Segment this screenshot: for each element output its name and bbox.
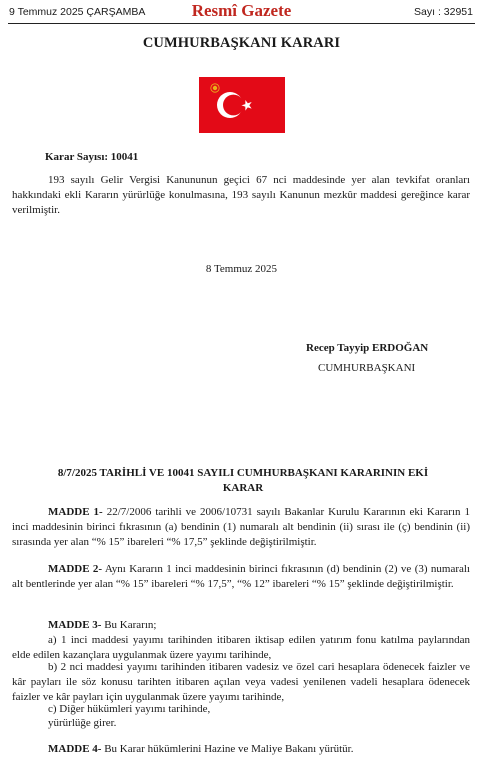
signatory-title: CUMHURBAŞKANI	[318, 362, 416, 374]
article-label: MADDE 3-	[48, 619, 102, 631]
header-divider	[8, 23, 475, 24]
article-label: MADDE 1-	[48, 506, 103, 518]
decision-number: Karar Sayısı: 10041	[45, 151, 139, 163]
article-3-item-c: c) Diğer hükümleri yayımı tarihinde,	[48, 703, 211, 715]
article-4	[12, 742, 470, 757]
article-3	[12, 618, 470, 633]
article-text: Bu Karar hükümlerini Hazine ve Maliye Bakanı yürütür.	[101, 743, 354, 755]
article-3-closing: yürürlüğe girer.	[48, 717, 117, 729]
article-text: Aynı Kararın 1 inci maddesinin birinci fıkrasının (d) bendinin (2) ve (3) numaralı alt bentlerinde yer alan “% 15” ibareleri “% 17,5”, “% 12” ibareleri “% 15” şeklinde değiştirilmiştir.	[12, 563, 470, 591]
issue-number: Sayı : 32951	[414, 6, 473, 18]
issue-date: 9 Temmuz 2025 ÇARŞAMBA	[9, 6, 146, 18]
article-label: MADDE 4-	[48, 743, 102, 755]
turkish-flag-icon	[199, 77, 285, 133]
article-3-item-b: b) 2 nci maddesi yayımı tarihinden itibaren vadesiz ve özel cari hesaplara ödenecek faizler ve kâr payları ile söz konusu tarihten itibaren açılan veya vadesi yenilenen vadeli hesaplara ödenecek faizler ve kâr payları için uygulanmak üzere yayımı tarihinde,	[12, 661, 470, 704]
gazette-name: Resmî Gazete	[191, 1, 292, 20]
annex-title: 8/7/2025 TARİHLİ VE 10041 SAYILI CUMHURBAŞKANI KARARININ EKİ KARAR	[57, 467, 429, 495]
decision-date: 8 Temmuz 2025	[205, 263, 278, 275]
article-text: 22/7/2006 tarihli ve 2006/10731 sayılı Bakanlar Kurulu Kararının eki Kararın 1 inci maddesinin birinci fıkrasının (a) bendinin (1) numaralı alt bendinin (ii) sırası ile (ç) bendinin (ii) sırasında yer alan “% 15” ibareleri “% 17,5” şeklinde değiştirilmiştir.	[12, 506, 471, 549]
article-2	[12, 562, 470, 592]
article-text: Bu Kararın;	[101, 619, 157, 631]
intro-paragraph: 193 sayılı Gelir Vergisi Kanununun geçici 67 nci maddesinde yer alan tevkifat oranları hakkındaki ekli Kararın yürürlüğe konulmasına, 193 sayılı Kanunun mezkûr maddesi gereğince karar verilmiştir.	[12, 174, 470, 217]
signatory-name: Recep Tayyip ERDOĞAN	[306, 342, 429, 354]
gazette-header	[0, 0, 483, 24]
document-title: CUMHURBAŞKANI KARARI	[142, 35, 341, 51]
article-label: MADDE 2-	[48, 563, 103, 575]
article-3-item-a: a) 1 inci maddesi yayımı tarihinden itibaren iktisap edilen yatırım fonu katılma paylarından elde edilen kazançlara uygulanmak üzere yayımı tarihinde,	[12, 634, 470, 662]
article-1	[12, 505, 470, 551]
